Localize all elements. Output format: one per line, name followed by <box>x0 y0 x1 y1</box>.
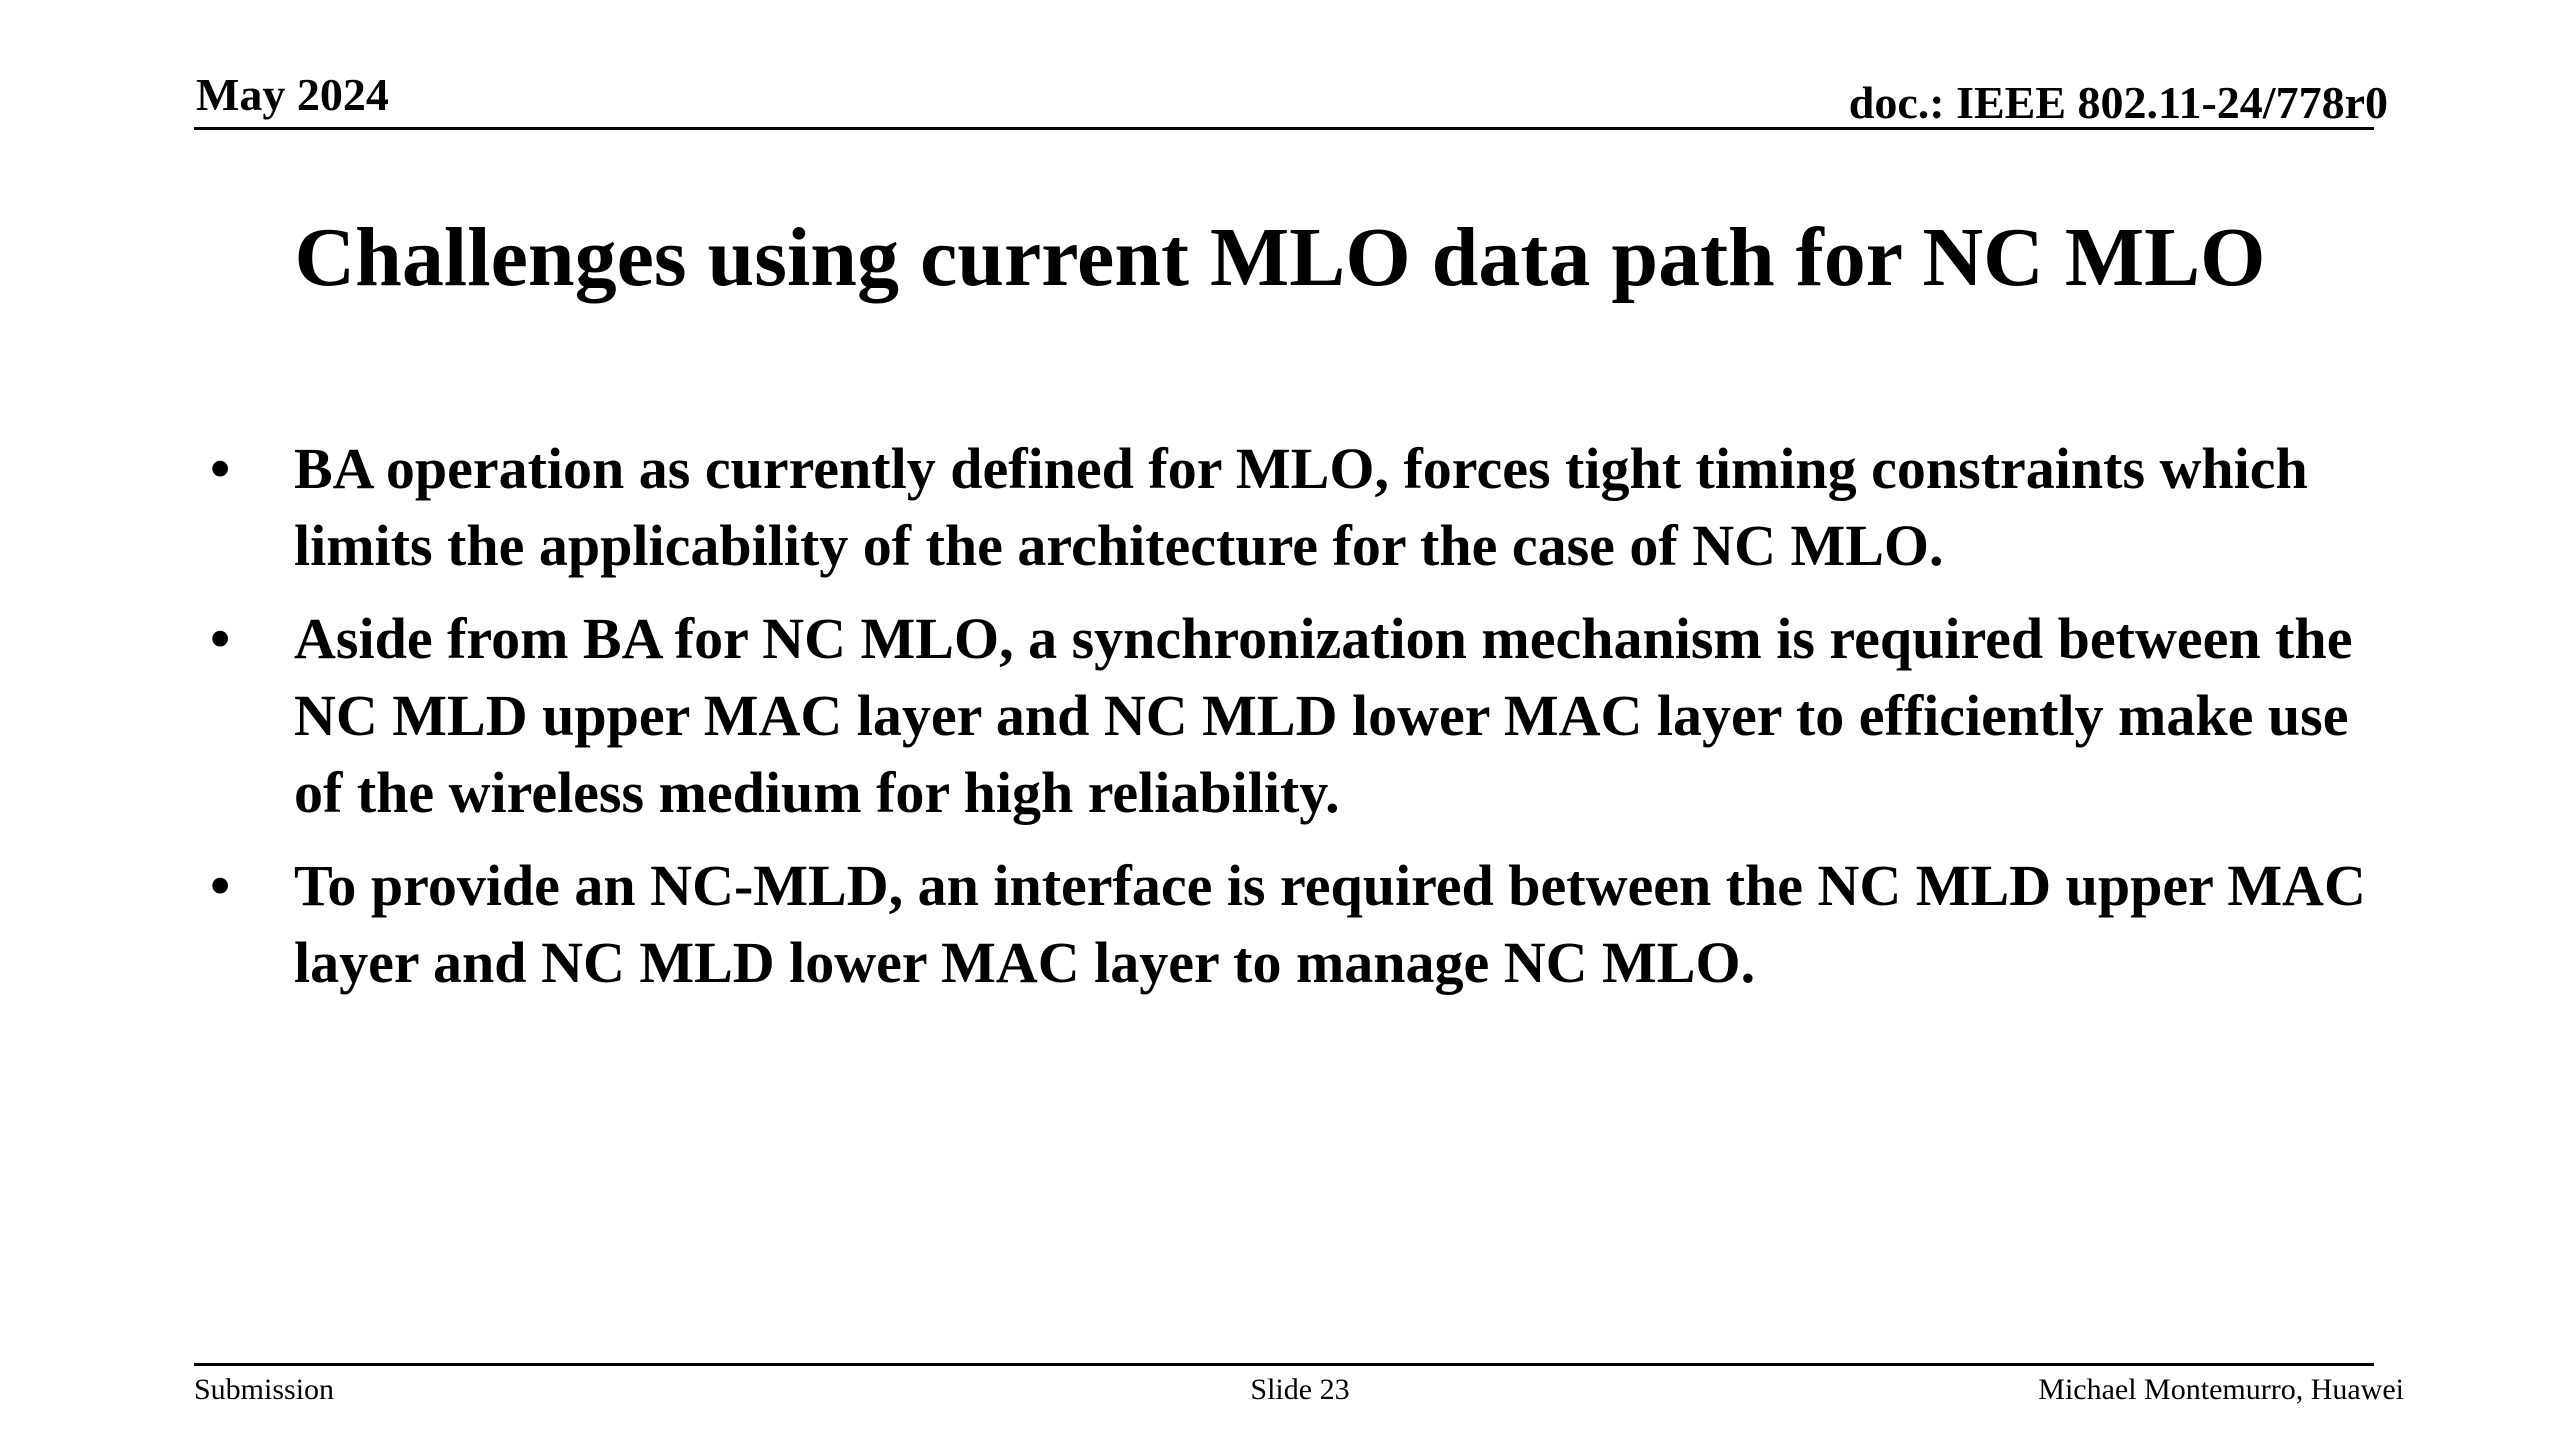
bullet-text: Aside from BA for NC MLO, a synchronization mechanism is required between the NC MLD upper MAC layer and NC MLD lower MAC layer to efficiently make use of the wireless medium for high reliability. <box>294 606 2353 825</box>
footer-submission: Submission <box>194 1373 335 1406</box>
footer-slide-number: Slide 23 <box>1250 1373 1350 1406</box>
bullet-icon: • <box>210 436 231 501</box>
bullet-list <box>200 430 2400 1017</box>
footer-author: Michael Montemurro, Huawei <box>2038 1373 2404 1406</box>
header-date: May 2024 <box>196 69 389 120</box>
bullet-item <box>200 847 2400 1001</box>
bullet-item <box>200 430 2400 584</box>
header-divider <box>194 127 2374 130</box>
header-doc-id: doc.: IEEE 802.11-24/778r0 <box>1848 77 2388 128</box>
bullet-item <box>200 600 2400 831</box>
bullet-icon: • <box>210 853 231 918</box>
bullet-text: BA operation as currently defined for MLO, forces tight timing constraints which limits the applicability of the architecture for the case of NC MLO. <box>294 436 2308 578</box>
bullet-text: To provide an NC-MLD, an interface is required between the NC MLD upper MAC layer and NC MLD lower MAC layer to manage NC MLO. <box>294 853 2366 995</box>
footer-divider <box>194 1363 2374 1366</box>
bullet-icon: • <box>210 606 231 671</box>
slide-title: Challenges using current MLO data path for NC MLO <box>294 211 2266 304</box>
